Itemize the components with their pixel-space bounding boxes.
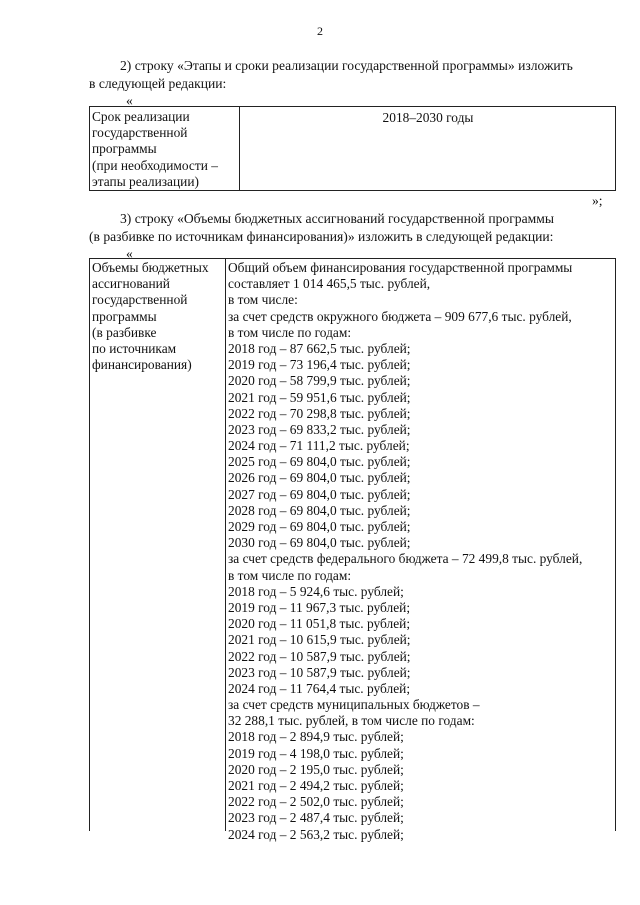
budget-label-line: Объемы бюджетных (92, 260, 209, 275)
budget-value-line: 2020 год – 11 051,8 тыс. рублей; (228, 616, 411, 632)
budget-value-line: 2023 год – 2 487,4 тыс. рублей; (228, 810, 404, 826)
budget-table-divider (225, 259, 226, 831)
budget-value-line: 2018 год – 87 662,5 тыс. рублей; (228, 340, 411, 356)
budget-value-line: 2024 год – 11 764,4 тыс. рублей; (228, 680, 411, 696)
item2-line1: 2) строку «Этапы и сроки реализации государственной программы» изложить (120, 58, 573, 73)
budget-value-line: 2029 год – 69 804,0 тыс. рублей; (228, 519, 411, 534)
budget-value-line: Общий объем финансирования государственной программы (228, 260, 573, 275)
item2-close-quote: »; (592, 193, 603, 208)
budget-label-cell (92, 260, 209, 373)
stages-label-cell (92, 109, 218, 190)
stages-label-line: программы (92, 141, 157, 157)
budget-value-line: 2023 год – 69 833,2 тыс. рублей; (228, 421, 411, 437)
budget-value-line: 2024 год – 71 111,2 тыс. рублей; (228, 438, 410, 454)
stages-label-line: государственной (92, 125, 188, 141)
budget-value-line: в том числе по годам: (228, 324, 352, 340)
budget-value-line: 2020 год – 58 799,9 тыс. рублей; (228, 373, 411, 389)
item3-line2: (в разбивке по источникам финансирования)» изложить в следующей редакции: (89, 229, 554, 244)
budget-value-line: за счет средств муниципальных бюджетов – (228, 697, 480, 713)
budget-value-line: за счет средств федерального бюджета – 72 499,8 тыс. рублей, (228, 551, 583, 567)
budget-value-line: 2022 год – 2 502,0 тыс. рублей; (228, 794, 404, 810)
budget-label-line: финансирования) (92, 357, 192, 373)
budget-label-line: ассигнований (92, 276, 170, 292)
page-number: 2 (317, 24, 323, 38)
budget-value-line: 2021 год – 2 494,2 тыс. рублей; (228, 778, 404, 793)
budget-value-line: в том числе: (228, 292, 298, 308)
stages-label-line: (при необходимости – (92, 157, 218, 173)
budget-value-line: 2019 год – 11 967,3 тыс. рублей; (228, 599, 411, 615)
item2-line2: в следующей редакции: (89, 76, 227, 91)
budget-value-line: 32 288,1 тыс. рублей, в том числе по годам: (228, 713, 475, 729)
item3-line1: 3) строку «Объемы бюджетных ассигнований государственной программы (120, 211, 554, 226)
item2-open-quote: « (126, 93, 133, 108)
budget-label-line: (в разбивке (92, 324, 157, 340)
stages-value: 2018–2030 годы (382, 110, 474, 125)
budget-label-line: государственной (92, 292, 188, 308)
budget-value-line: 2023 год – 10 587,9 тыс. рублей; (228, 664, 411, 680)
stages-table (89, 106, 616, 191)
budget-value-line: 2019 год – 73 196,4 тыс. рублей; (228, 357, 411, 373)
budget-table (89, 258, 616, 842)
budget-value-cell (228, 260, 582, 843)
budget-value-line: 2019 год – 4 198,0 тыс. рублей; (228, 745, 404, 761)
budget-value-line: 2022 год – 70 298,8 тыс. рублей; (228, 405, 411, 421)
budget-value-line: 2024 год – 2 563,2 тыс. рублей; (228, 826, 404, 842)
budget-value-line: 2021 год – 10 615,9 тыс. рублей; (228, 632, 411, 648)
budget-value-line: составляет 1 014 465,5 тыс. рублей, (228, 276, 431, 292)
stages-label-line: Срок реализации (92, 109, 190, 124)
budget-value-line: 2018 год – 5 924,6 тыс. рублей; (228, 583, 404, 599)
budget-value-line: 2025 год – 69 804,0 тыс. рублей; (228, 454, 411, 470)
budget-value-line: 2018 год – 2 894,9 тыс. рублей; (228, 729, 404, 745)
budget-value-line: 2022 год – 10 587,9 тыс. рублей; (228, 648, 411, 664)
budget-value-line: за счет средств окружного бюджета – 909 677,6 тыс. рублей, (228, 308, 572, 324)
budget-value-line: 2026 год – 69 804,0 тыс. рублей; (228, 470, 411, 486)
budget-label-line: по источникам (92, 340, 177, 356)
budget-value-line: 2020 год – 2 195,0 тыс. рублей; (228, 761, 404, 777)
budget-label-line: программы (92, 308, 157, 324)
budget-value-line: в том числе по годам: (228, 567, 352, 583)
budget-value-line: 2027 год – 69 804,0 тыс. рублей; (228, 486, 411, 502)
stages-label-line: этапы реализации) (92, 173, 199, 189)
budget-value-line: 2028 год – 69 804,0 тыс. рублей; (228, 502, 411, 518)
item3-open-quote: « (126, 246, 133, 261)
budget-value-line: 2021 год – 59 951,6 тыс. рублей; (228, 389, 411, 405)
budget-value-line: 2030 год – 69 804,0 тыс. рублей; (228, 535, 411, 551)
